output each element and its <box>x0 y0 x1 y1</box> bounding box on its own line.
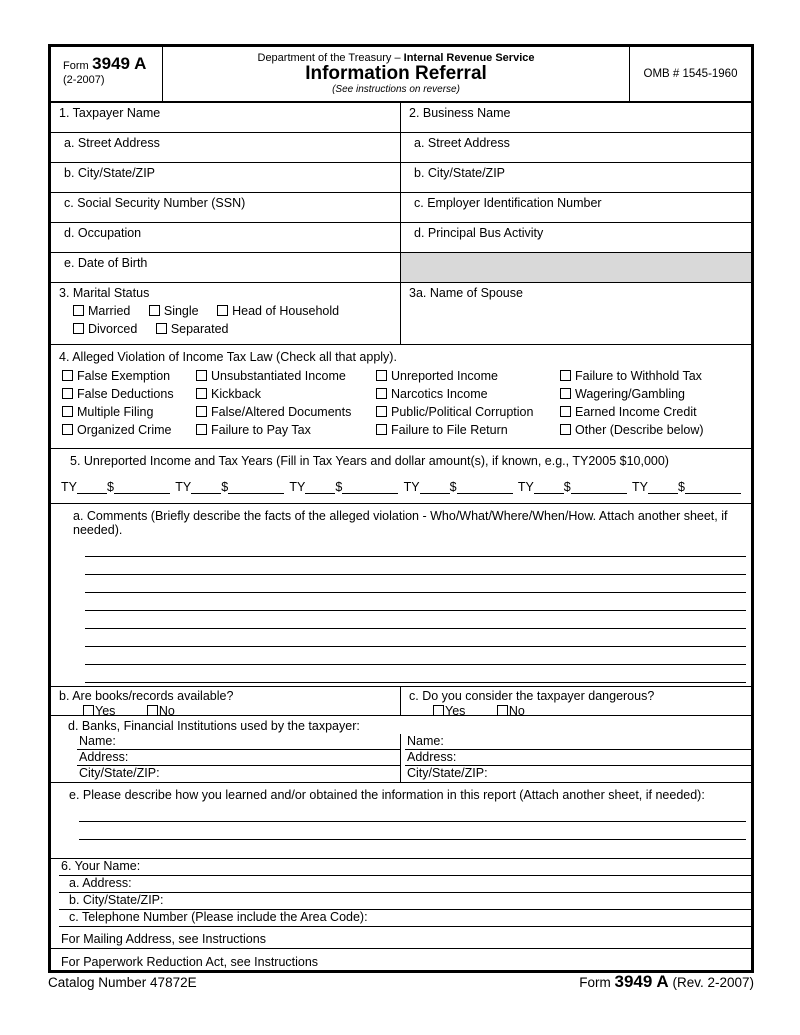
checkbox-label: Kickback <box>211 387 262 401</box>
checkbox-label: Single <box>163 304 199 318</box>
checkbox-label: Divorced <box>88 322 138 336</box>
checkbox-failure-to-file-return[interactable] <box>376 424 387 435</box>
dollar-label: $ <box>563 480 571 494</box>
checkbox-label: Failure to Pay Tax <box>211 423 311 437</box>
footer-form-id <box>579 972 754 992</box>
tax-year-entry <box>175 480 284 494</box>
field-label: Name: <box>407 734 444 748</box>
amount-blank-6[interactable] <box>685 481 741 494</box>
bank1-city-field[interactable] <box>77 766 400 782</box>
comments-writing-line[interactable] <box>85 611 746 629</box>
checkbox-label: Multiple Filing <box>77 405 154 419</box>
checkbox-unreported-income[interactable] <box>376 370 387 381</box>
ty-label: TY <box>175 480 192 494</box>
checkbox-label: No <box>158 704 175 718</box>
field-label: City/State/ZIP: <box>79 766 160 780</box>
bank1-address-field[interactable] <box>77 750 400 766</box>
field-row <box>51 223 751 253</box>
marital-option-married <box>73 304 130 318</box>
violation-organized-crime <box>62 423 196 441</box>
comments-section <box>51 504 751 686</box>
dangerous-question <box>401 687 751 718</box>
unreported-income-label: 5. Unreported Income and Tax Years (Fill in Tax Years and dollar amount(s), if known, e.g., TY2005 $10,000) <box>70 454 669 468</box>
field-ein[interactable] <box>401 193 751 222</box>
banks-section <box>51 716 751 783</box>
your-address-field[interactable] <box>59 876 751 893</box>
field-row <box>51 193 751 223</box>
books-yes-option <box>83 704 115 718</box>
field-label: a. Street Address <box>414 136 510 150</box>
form-title-block <box>163 47 629 101</box>
field-label: c. Social Security Number (SSN) <box>64 196 246 210</box>
checkbox-false-altered-documents[interactable] <box>196 406 207 417</box>
page-footer <box>48 972 754 992</box>
ty-label: TY <box>289 480 306 494</box>
field-ssn[interactable] <box>51 193 401 222</box>
checkbox-label: Unreported Income <box>391 369 499 383</box>
field-business-street[interactable] <box>401 133 751 162</box>
checkbox-label: Failure to File Return <box>391 423 508 437</box>
checkbox-label: Narcotics Income <box>391 387 488 401</box>
field-label: c. Telephone Number (Please include the Area Code): <box>69 910 368 924</box>
field-spouse-name[interactable] <box>401 283 751 344</box>
checkbox-failure-to-withhold-tax[interactable] <box>560 370 571 381</box>
form-label: Form <box>63 60 89 72</box>
comments-writing-line[interactable] <box>85 557 746 575</box>
dollar-label: $ <box>335 480 343 494</box>
field-label: a. Address: <box>69 876 132 890</box>
field-label: 6. Your Name: <box>61 859 141 873</box>
bank2-address-field[interactable] <box>405 750 751 766</box>
tax-year-blank-2[interactable] <box>191 481 221 494</box>
checkbox-narcotics-income[interactable] <box>376 388 387 399</box>
marital-status-label: 3. Marital Status <box>59 286 150 300</box>
dangerous-options <box>433 704 745 718</box>
checkbox-label: Other (Describe below) <box>575 423 704 437</box>
violation-false-altered-documents <box>196 405 376 423</box>
tax-year-blank-4[interactable] <box>420 481 450 494</box>
footer-form-number: 3949 A <box>614 972 669 991</box>
tax-year-blank-1[interactable] <box>77 481 107 494</box>
dollar-label: $ <box>221 480 229 494</box>
violation-false-deductions <box>62 387 196 405</box>
field-label: a. Street Address <box>64 136 160 150</box>
checkbox-label: Yes <box>445 704 466 718</box>
marital-option-separated <box>156 322 229 336</box>
agency-prefix: Department of the Treasury – <box>257 52 404 64</box>
checkbox-divorced[interactable] <box>73 323 84 334</box>
bank2-name-field[interactable] <box>405 734 751 750</box>
tax-year-blank-5[interactable] <box>534 481 564 494</box>
note-text: For Paperwork Reduction Act, see Instructions <box>61 955 319 969</box>
form-number-block <box>51 47 163 101</box>
your-phone-field[interactable] <box>59 910 751 927</box>
field-row <box>51 103 751 133</box>
amount-blank-3[interactable] <box>342 481 398 494</box>
field-row <box>51 253 751 283</box>
violation-public-political-corruption <box>376 405 560 423</box>
violation-wagering-gambling <box>560 387 751 405</box>
form-title: Information Referral <box>305 63 487 84</box>
books-no-option <box>147 704 175 718</box>
checkbox-label: Yes <box>95 704 116 718</box>
field-label: b. City/State/ZIP: <box>69 893 164 907</box>
violation-failure-to-file-return <box>376 423 560 441</box>
banks-label: d. Banks, Financial Institutions used by the taxpayer: <box>68 719 360 733</box>
checkbox-label: Failure to Withhold Tax <box>575 369 702 383</box>
form-subtitle: (See instructions on reverse) <box>332 84 460 95</box>
field-label: Name: <box>79 734 116 748</box>
field-label: e. Date of Birth <box>64 256 148 270</box>
checkbox-books-yes[interactable] <box>83 705 94 716</box>
checkbox-label: Organized Crime <box>77 423 172 437</box>
checkbox-dangerous-no[interactable] <box>497 705 508 716</box>
checkbox-label: Married <box>88 304 131 318</box>
violations-label: 4. Alleged Violation of Income Tax Law (Check all that apply). <box>59 350 397 364</box>
catalog-number: Catalog Number 47872E <box>48 975 197 990</box>
checkbox-false-exemption[interactable] <box>62 370 73 381</box>
checkbox-books-no[interactable] <box>147 705 158 716</box>
agency-bold: Internal Revenue Service <box>403 52 535 64</box>
field-label: 2. Business Name <box>409 106 511 120</box>
dangerous-yes-option <box>433 704 465 718</box>
checkbox-head-of-household[interactable] <box>217 305 228 316</box>
checkbox-unsubstantiated-income[interactable] <box>196 370 207 381</box>
marital-option-single <box>149 304 199 318</box>
field-row <box>51 163 751 193</box>
field-taxpayer-name[interactable] <box>51 103 401 132</box>
comments-writing-line[interactable] <box>85 665 746 683</box>
field-label: b. City/State/ZIP <box>64 166 156 180</box>
tax-year-entry <box>404 480 513 494</box>
dollar-label: $ <box>678 480 685 494</box>
your-city-field[interactable] <box>59 893 751 910</box>
bank-column-2 <box>401 734 751 782</box>
tax-year-entries <box>51 468 751 494</box>
comments-writing-line[interactable] <box>85 539 746 557</box>
amount-blank-5[interactable] <box>571 481 627 494</box>
banks-grid <box>51 734 751 782</box>
amount-blank-2[interactable] <box>228 481 284 494</box>
how-learned-writing-line[interactable] <box>79 822 746 840</box>
comments-writing-line[interactable] <box>85 575 746 593</box>
books-records-question <box>51 687 401 718</box>
dangerous-label: c. Do you consider the taxpayer dangerous? <box>409 689 655 703</box>
field-label: b. City/State/ZIP <box>414 166 506 180</box>
books-records-label: b. Are books/records available? <box>59 689 234 703</box>
field-business-name[interactable] <box>401 103 751 132</box>
checkbox-married[interactable] <box>73 305 84 316</box>
field-principal-activity[interactable] <box>401 223 751 252</box>
field-label: d. Principal Bus Activity <box>414 226 544 240</box>
field-label: 1. Taxpayer Name <box>59 106 161 120</box>
tax-year-entry <box>289 480 398 494</box>
violations-section <box>51 345 751 449</box>
checkbox-organized-crime[interactable] <box>62 424 73 435</box>
dollar-label: $ <box>449 480 457 494</box>
field-label: c. Employer Identification Number <box>414 196 602 210</box>
violation-kickback <box>196 387 376 405</box>
dollar-label: $ <box>106 480 114 494</box>
checkbox-multiple-filing[interactable] <box>62 406 73 417</box>
comments-writing-line[interactable] <box>85 629 746 647</box>
checkbox-false-deductions[interactable] <box>62 388 73 399</box>
checkbox-earned-income-credit[interactable] <box>560 406 571 417</box>
ty-label: TY <box>632 480 648 494</box>
violation-unsubstantiated-income <box>196 369 376 387</box>
note-text: For Mailing Address, see Instructions <box>61 932 266 946</box>
omb-number: OMB # 1545-1960 <box>629 47 751 101</box>
ty-label: TY <box>61 480 77 494</box>
comments-writing-line[interactable] <box>85 647 746 665</box>
tax-year-entry <box>61 480 170 494</box>
tax-year-entry <box>518 480 627 494</box>
how-learned-writing-line[interactable] <box>79 804 746 822</box>
violation-unreported-income <box>376 369 560 387</box>
ty-label: TY <box>403 480 420 494</box>
checkbox-label: No <box>508 704 525 718</box>
field-date-of-birth[interactable] <box>51 253 401 282</box>
footer-form-revision: (Rev. 2-2007) <box>672 975 754 990</box>
bank-column-1 <box>51 734 401 782</box>
form-header <box>51 47 751 103</box>
bank2-city-field[interactable] <box>405 766 751 782</box>
checkbox-failure-to-pay-tax[interactable] <box>196 424 207 435</box>
checkbox-label: Wagering/Gambling <box>575 387 686 401</box>
violation-narcotics-income <box>376 387 560 405</box>
checkbox-label: False Deductions <box>77 387 174 401</box>
tax-year-blank-6[interactable] <box>648 481 678 494</box>
checkbox-other[interactable] <box>560 424 571 435</box>
checkbox-label: Unsubstantiated Income <box>211 369 346 383</box>
violation-failure-to-pay-tax <box>196 423 376 441</box>
marital-row <box>51 283 751 345</box>
unreported-income-section <box>51 449 751 504</box>
paperwork-note <box>51 949 751 970</box>
shaded-cell <box>401 253 751 282</box>
amount-blank-4[interactable] <box>457 481 513 494</box>
violation-other <box>560 423 751 441</box>
marital-option-head-of-household <box>217 304 339 318</box>
marital-option-divorced <box>73 322 137 336</box>
ty-label: TY <box>517 480 534 494</box>
books-records-options <box>83 704 394 718</box>
checkbox-wagering-gambling[interactable] <box>560 388 571 399</box>
how-learned-section <box>51 783 751 859</box>
checkbox-label: Head of Household <box>232 304 340 318</box>
tax-year-entry <box>632 480 741 494</box>
form-revision: (2-2007) <box>63 74 105 86</box>
field-row <box>51 133 751 163</box>
field-label: d. Occupation <box>64 226 142 240</box>
checkbox-label: Earned Income Credit <box>575 405 697 419</box>
comments-writing-line[interactable] <box>85 593 746 611</box>
field-label: 3a. Name of Spouse <box>409 286 523 300</box>
field-label: Address: <box>79 750 129 764</box>
checkbox-label: Separated <box>170 322 229 336</box>
form-number: 3949 A <box>92 54 147 73</box>
bank1-name-field[interactable] <box>77 734 400 750</box>
footer-form-label: Form <box>579 975 611 990</box>
questions-row <box>51 686 751 716</box>
your-name-field[interactable] <box>59 859 751 876</box>
checkbox-label: False Exemption <box>77 369 171 383</box>
checkbox-label: Public/Political Corruption <box>391 405 534 419</box>
field-taxpayer-city[interactable] <box>51 163 401 192</box>
violation-failure-to-withhold-tax <box>560 369 751 387</box>
how-learned-label: e. Please describe how you learned and/or obtained the information in this report (Attach another sheet, if needed): <box>69 788 705 802</box>
violations-grid <box>51 369 751 441</box>
form-3949a <box>48 44 754 973</box>
violation-earned-income-credit <box>560 405 751 423</box>
field-label: Address: <box>407 750 457 764</box>
violation-false-exemption <box>62 369 196 387</box>
comments-label: a. Comments (Briefly describe the facts of the alleged violation - Who/What/Where/When/How. Attach another sheet, if needed). <box>73 509 728 537</box>
dangerous-no-option <box>497 704 525 718</box>
field-business-city[interactable] <box>401 163 751 192</box>
checkbox-public-political-corruption[interactable] <box>376 406 387 417</box>
field-taxpayer-street[interactable] <box>51 133 401 162</box>
field-occupation[interactable] <box>51 223 401 252</box>
marital-status-section <box>51 283 401 344</box>
checkbox-kickback[interactable] <box>196 388 207 399</box>
violation-multiple-filing <box>62 405 196 423</box>
checkbox-label: False/Altered Documents <box>211 405 352 419</box>
amount-blank-1[interactable] <box>114 481 170 494</box>
marital-options-row-1 <box>73 304 394 318</box>
tax-year-blank-3[interactable] <box>305 481 335 494</box>
checkbox-single[interactable] <box>149 305 160 316</box>
marital-options-row-2 <box>73 322 394 336</box>
mailing-note <box>51 927 751 949</box>
checkbox-dangerous-yes[interactable] <box>433 705 444 716</box>
checkbox-separated[interactable] <box>156 323 167 334</box>
field-label: City/State/ZIP: <box>407 766 488 780</box>
